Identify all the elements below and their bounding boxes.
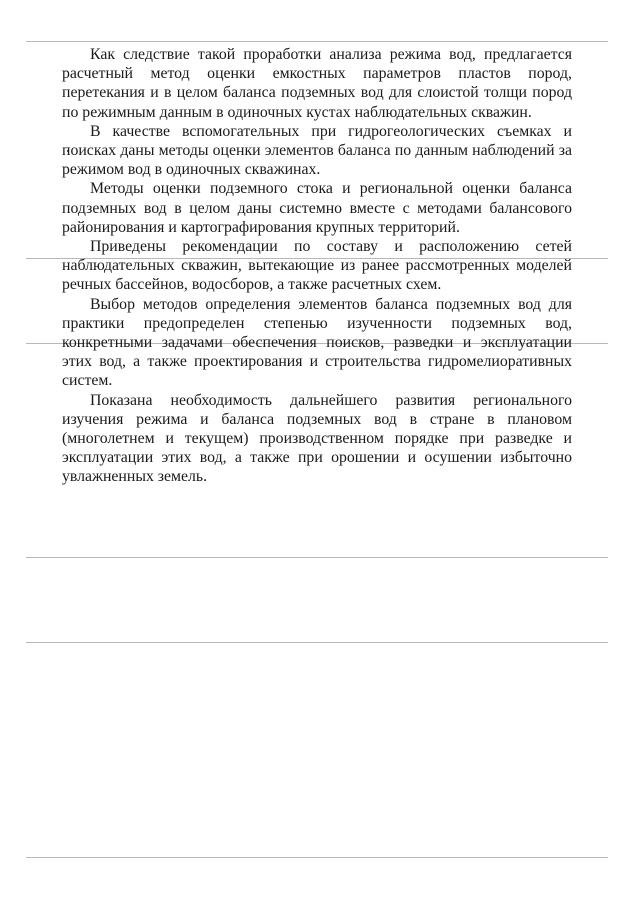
page-rule-top [26,41,608,42]
page-rule-lower-2 [26,642,608,643]
paragraph-network-recommendations: Приведены рекомендации по составу и расположению сетей наблюдательных скважин, вытекающие из ранее рассмотренных моделей речных бассейнов, водосборов, а также расчетных схем. [62,238,572,294]
paragraph-future-development: Показана необходимость дальнейшего развития регионального изучения режима и баланса подземных вод в стране в плановом (многолетнем и текущем) производственном порядке при разведке и эксплуатации этих вод, а также при орошении и осушении избыточно увлажненных земель. [62,391,572,486]
paragraph-conclusion-method: Как следствие такой проработки анализа режима вод, предлагается расчетный метод оценки емкостных параметров пластов пород, перетекания и в целом баланса подземных вод для слоистой толщи пород по режимным данным в одиночных кустах наблюдательных скважин. [62,46,572,121]
page-rule-lower-1 [26,557,608,558]
page-rule-bottom [26,857,608,858]
paragraph-method-choice: Выбор методов определения элементов баланса подземных вод для практики предопределен степенью изученности подземных вод, конкретными задачами обеспечения поисков, разведки и эксплуатации этих вод, а также проектирования и строительства гидромелиоративных систем. [62,295,572,390]
body-text [62,45,572,487]
paragraph-regional-assessment: Методы оценки подземного стока и региональной оценки баланса подземных вод в целом даны системно вместе с методами балансового районирования и картографирования крупных территорий. [62,180,572,236]
paragraph-auxiliary-methods: В качестве вспомогательных при гидрогеологических съемках и поисках даны методы оценки элементов баланса по данным наблюдений за режимом вод в одиночных скважинах. [62,122,572,179]
